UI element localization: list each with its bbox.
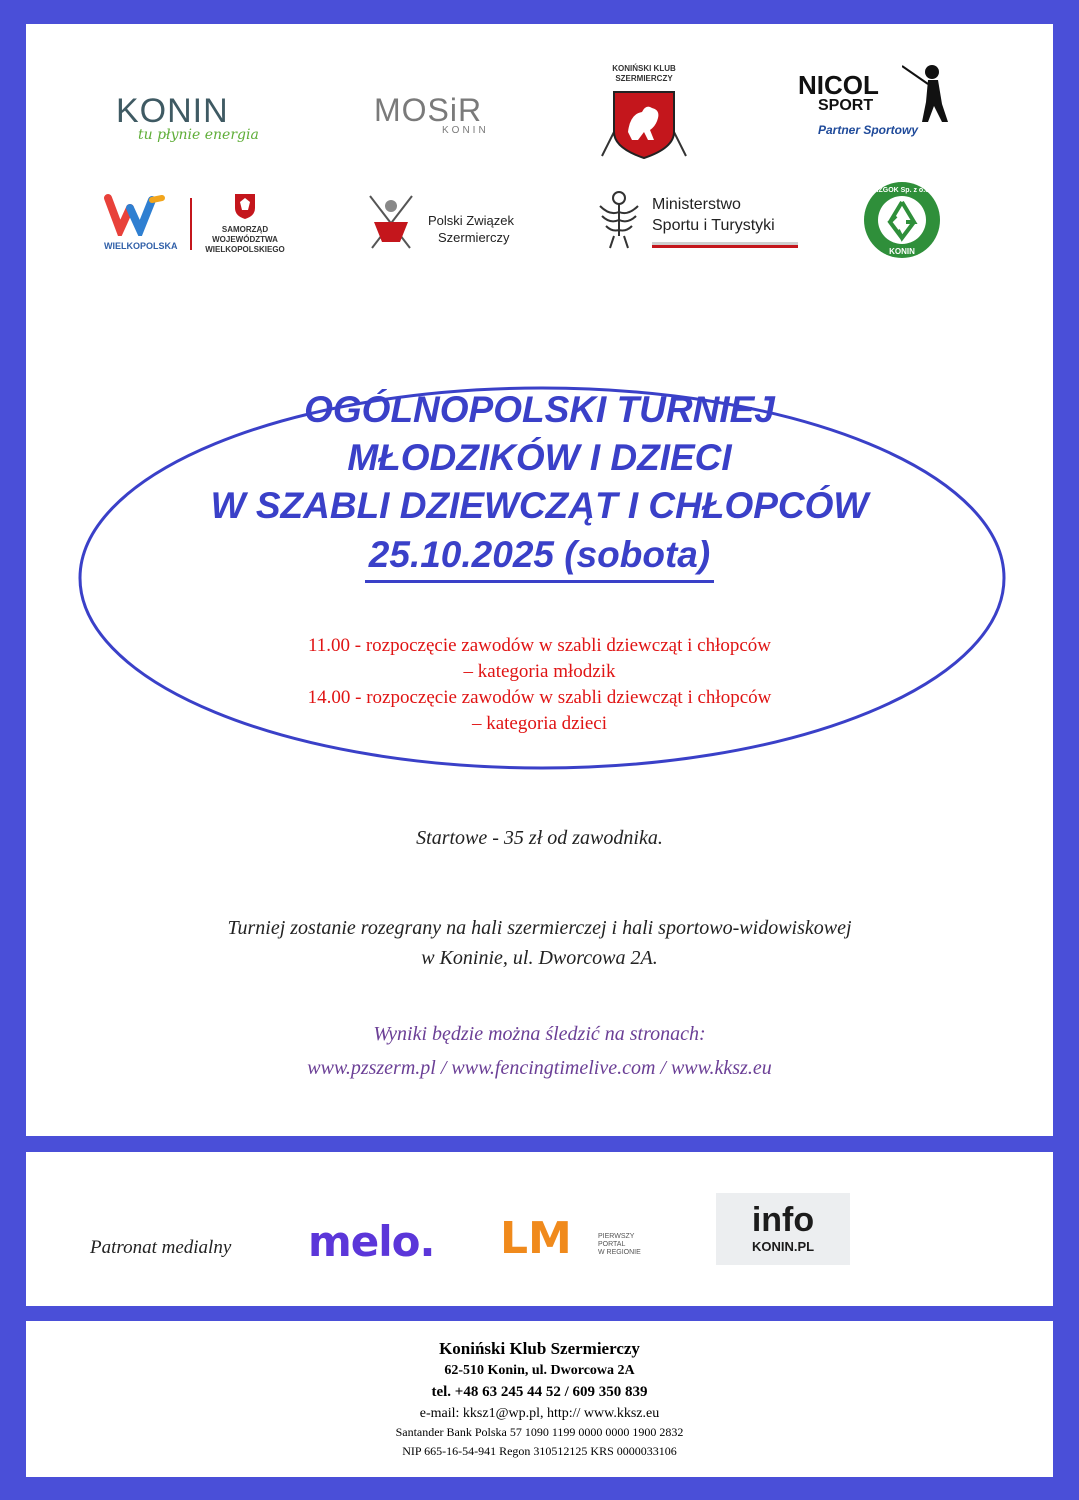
title-line-1: OGÓLNOPOLSKI TURNIEJ [304,389,775,430]
mzgok-logo [862,180,942,265]
infokonin-logo: info KONIN.PL [716,1193,850,1265]
ministry-logo [592,186,646,257]
venue [0,913,1079,973]
results-links[interactable]: www.pzszerm.pl / www.fencingtimelive.com / www.kksz.eu [307,1057,772,1079]
title-line-2: MŁODZIKÓW I DZIECI [347,437,732,478]
footer-address: 62-510 Konin, ul. Dworcowa 2A [444,1363,635,1378]
logo-divider [190,198,192,250]
results-label: Wyniki będzie można śledzić na stronach: [373,1023,706,1045]
wielkopolska-logo: WIELKOPOLSKA [104,192,178,251]
schedule-line: – kategoria młodzik [463,661,616,682]
schedule-line: 14.00 - rozpoczęcie zawodów w szabli dziewcząt i chłopców [307,687,772,708]
melo-logo: melo. [308,1217,435,1266]
konin-logo: KONIN tu płynie energia [116,92,259,143]
pzs-emblem-icon [360,192,422,254]
schedule-line: 11.00 - rozpoczęcie zawodów w szabli dziewcząt i chłopców [307,635,771,656]
event-date: 25.10.2025 (sobota) [365,530,714,583]
title-line-3: W SZABLI DZIEWCZĄT I CHŁOPCÓW [210,485,869,526]
lm-logo: LM [500,1213,572,1264]
footer-ids: NIP 665-16-54-941 Regon 310512125 KRS 0000033106 [402,1444,677,1458]
results-info [0,1017,1079,1085]
ministry-name: Ministerstwo Sportu i Turystyki [652,194,798,248]
venue-line-1: Turniej zostanie rozegrany na hali szermierczej i hali sportowo-widowiskowej [227,917,852,939]
footer-club-name: Koniński Klub Szermierczy [439,1339,640,1358]
recycle-icon [862,180,942,260]
pzs-name: Polski Związek Szermierczy [428,213,514,245]
footer-bank: Santander Bank Polska 57 1090 1199 0000 0000 1900 2832 [395,1425,684,1439]
eagle-icon [592,186,646,252]
nicol-sport-logo: NICOL SPORT Partner Sportowy [798,70,958,137]
ministry-bar-red [652,245,798,248]
mzgok-bottom-text: KONIN [889,247,915,256]
media-patronage-label: Patronat medialny [90,1237,232,1258]
schedule [0,633,1079,737]
schedule-line: – kategoria dzieci [471,713,608,734]
samorzad-crest-icon [233,192,257,220]
pzs-logo [360,192,422,259]
venue-line-2: w Koninie, ul. Dworcowa 2A. [421,947,658,969]
title-block [0,386,1079,583]
wielkopolska-w-icon [104,192,168,236]
entry-fee: Startowe - 35 zł od zawodnika. [416,827,663,849]
footer-email[interactable]: e-mail: kksz1@wp.pl, http:// www.kksz.eu [419,1406,660,1421]
fencer-icon [902,62,954,124]
kks-shield-icon [594,84,694,162]
mzgok-top-text: MZGOK Sp. z o.o. [872,187,932,194]
kks-logo: KONIŃSKI KLUB SZERMIERCZY [594,64,694,167]
lm-tagline: PIERWSZY PORTAL W REGIONIE [598,1233,641,1256]
footer-phone: tel. +48 63 245 44 52 / 609 350 839 [431,1384,648,1400]
samorzad-logo: SAMORZĄD WOJEWÓDZTWA WIELKOPOLSKIEGO [200,192,290,255]
mosir-logo: MOSiR KONIN [374,92,489,136]
